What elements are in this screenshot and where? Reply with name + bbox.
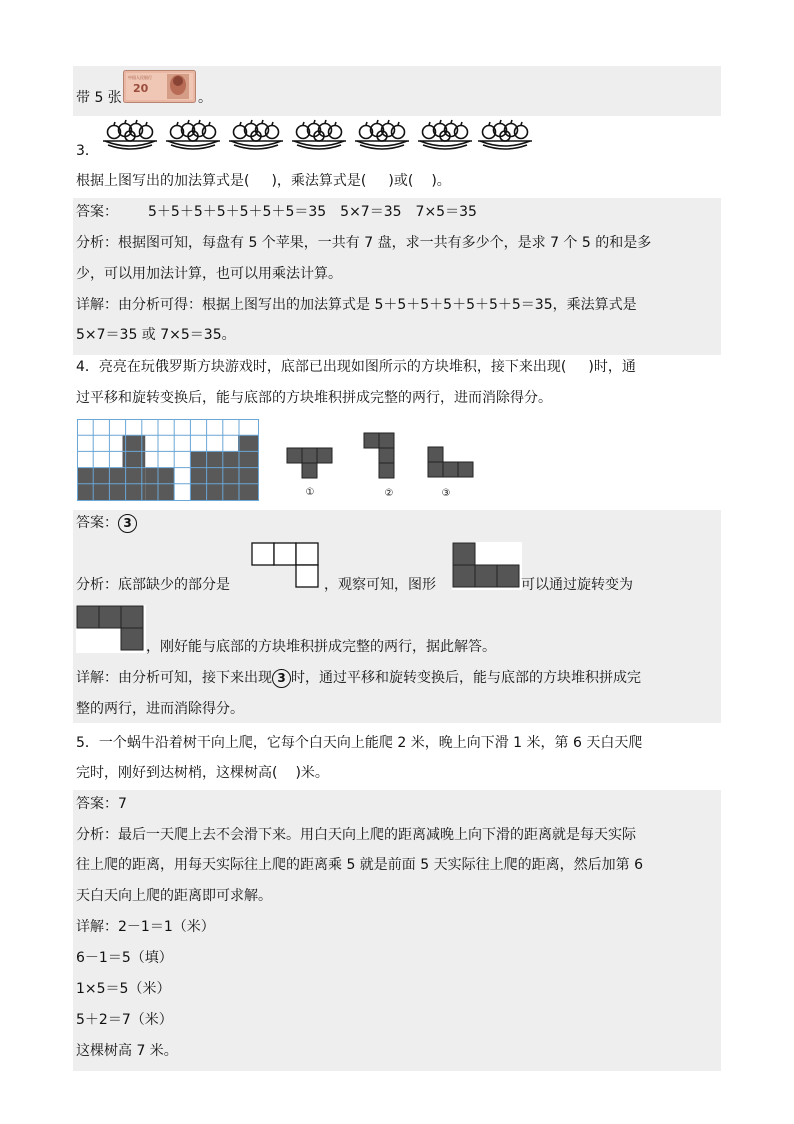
shape-3-before-rotation	[452, 542, 522, 590]
q5-analysis-3: 天白天向上爬的距离即可求解。	[76, 888, 272, 904]
option-1-label: ①	[305, 487, 315, 498]
q4-analysis-d: ，刚好能与底部的方块堆积拼成完整的两行，据此解答。	[146, 639, 496, 655]
q4-answer: 答案： 3	[76, 513, 137, 533]
top-line	[76, 88, 122, 108]
q5-question-2: 完时，刚好到达树梢，这棵树高( )米。	[76, 765, 329, 781]
q4-analysis-c: 可以通过旋转变为	[521, 577, 633, 593]
top-suffix-line	[198, 88, 212, 108]
banknote-image	[123, 70, 196, 103]
tetris-option-3	[426, 445, 481, 499]
banknote-value: 20	[133, 82, 149, 95]
answer-band-q4	[73, 510, 721, 723]
option-2-label: ②	[384, 488, 394, 499]
q4-question-1: 4．亮亮在玩俄罗斯方块游戏时，底部已出现如图所示的方块堆积，接下来出现( )时，通	[76, 359, 636, 375]
q4-analysis-a: 分析：底部缺少的部分是	[76, 577, 230, 593]
q4-detail-2: 整的两行，进而消除得分。	[76, 701, 244, 717]
q3-analysis-2: 少，可以用加法计算，也可以用乘法计算。	[76, 266, 342, 282]
q3-answer-mul1: 5×7＝35	[340, 204, 402, 220]
q3-answer-mul2: 7×5＝35	[415, 204, 477, 220]
q3-detail-2: 5×7＝35 或 7×5＝35。	[76, 327, 236, 343]
option-3-label: ③	[441, 488, 451, 499]
q3-answer-add: 5＋5＋5＋5＋5＋5＋5＝35	[148, 204, 327, 220]
q3-detail-1: 详解：由分析可得：根据上图写出的加法算式是 5＋5＋5＋5＋5＋5＋5＝35，乘法算式是	[76, 297, 637, 313]
top-prefix: 带 5 张	[76, 90, 122, 106]
q5-detail-4: 5＋2＝7（米）	[76, 1012, 173, 1028]
top-suffix: 。	[198, 90, 212, 106]
q3-answer: 答案： 5＋5＋5＋5＋5＋5＋5＝35 5×7＝35 7×5＝35	[76, 204, 477, 220]
q4-detail-circled: 3	[272, 669, 291, 688]
tetris-board	[77, 419, 259, 501]
apple-plates-image	[100, 119, 536, 155]
q5-question-1: 5．一个蜗牛沿着树干向上爬，它每个白天向上能爬 2 米，晚上向下滑 1 米，第 6 天白天爬	[76, 735, 643, 751]
q5-analysis-2: 往上爬的距离，用每天实际往上爬的距离乘 5 就是前面 5 天实际往上爬的距离，然后加第 6	[76, 857, 643, 873]
tetris-option-1	[286, 447, 336, 499]
q5-detail-5: 这棵树高 7 米。	[76, 1043, 178, 1059]
q5-answer: 答案：7	[76, 796, 127, 812]
q4-detail-1: 详解：由分析可知，接下来出现 3 时，通过平移和旋转变换后，能与底部的方块堆积拼成完	[76, 670, 641, 686]
q4-question-2: 过平移和旋转变换后，能与底部的方块堆积拼成完整的两行，进而消除得分。	[76, 390, 552, 406]
q5-detail-1: 详解：2－1＝1（米）	[76, 919, 215, 935]
q5-detail-2: 6－1＝5（填）	[76, 950, 173, 966]
q5-detail-3: 1×5＝5（米）	[76, 981, 171, 997]
q3-analysis-1: 分析：根据图可知，每盘有 5 个苹果，一共有 7 盘，求一共有多少个，是求 7 个 5 的和是多	[76, 235, 652, 251]
q5-analysis-1: 分析：最后一天爬上去不会滑下来。用白天向上爬的距离减晚上向下滑的距离就是每天实际	[76, 827, 636, 843]
banknote-text: 中国人民银行	[128, 75, 152, 80]
q3-question: 根据上图写出的加法算式是( )，乘法算式是( )或( )。	[76, 173, 451, 189]
q4-analysis-b: ，观察可知，图形	[324, 577, 436, 593]
tetris-option-2	[362, 431, 402, 499]
q3-number: 3．	[76, 143, 99, 159]
missing-part-shape	[251, 542, 323, 590]
shape-3-after-rotation	[76, 605, 146, 653]
q4-answer-circled: 3	[118, 514, 137, 533]
